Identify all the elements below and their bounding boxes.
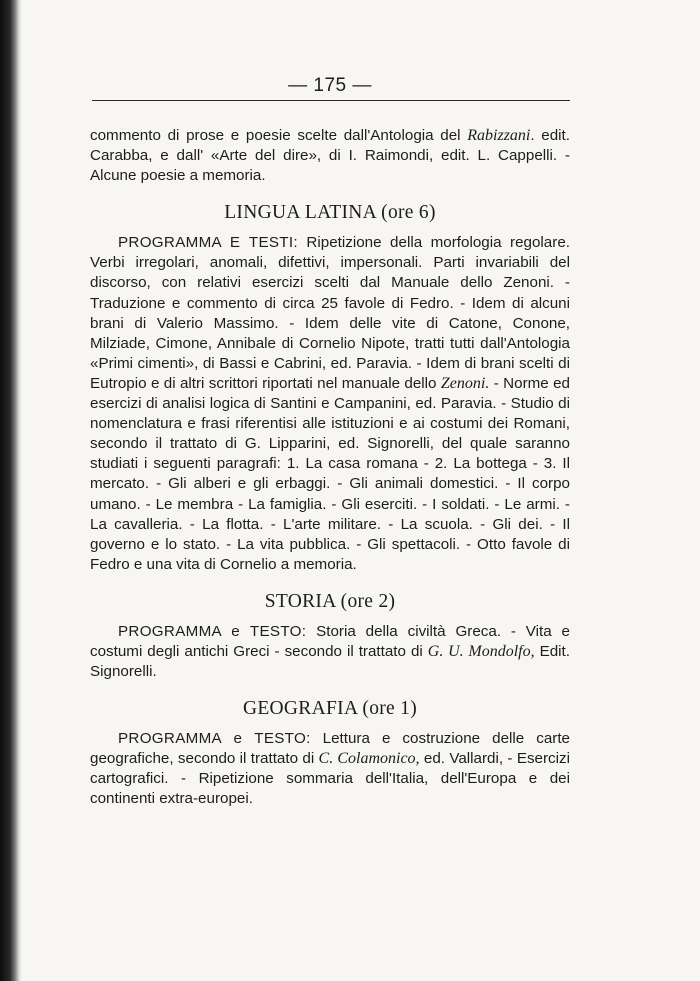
- header-rule: [92, 100, 570, 101]
- section-text-1: Lettura e costruzione delle carte geografiche, secondo il trattato di: [90, 730, 570, 768]
- section-body-lingua-latina: [90, 233, 570, 575]
- section-italic: G. U. Mondolfo,: [427, 642, 535, 660]
- intro-text-2: . edit. Carabba, e dall' «Arte del dire», di I. Raimondi, edit. L. Cappelli. - Alcune poesie a memoria.: [90, 127, 570, 185]
- intro-paragraph: [90, 126, 570, 186]
- section-text-1: Ripetizione della morfologia regolare. Verbi irregolari, anomali, difettivi, impersonali. Parti invariabili del discorso, con relativi esercizi scelti dal Manuale dello Zenoni. - Traduzione e commento di circa 25 favole di Fedro. - Idem di alcuni brani di Valerio Massimo. - Idem delle vite di Catone, Conone, Milziade, Cimone, Annibale di Cornelio Nipote, tratti tutti dall'Antologia «Primi cimenti», di Bassi e Cabrini, ed. Paravia. - Idem di brani scelti di Eutropio e di altri scrittori riportati nel manuale dello: [90, 234, 570, 392]
- page-binding-edge: [0, 0, 22, 981]
- intro-author: Rabizzani: [467, 127, 531, 144]
- section-body-geografia: [90, 729, 570, 809]
- document-page: [90, 72, 570, 810]
- section-title-lingua-latina: LINGUA LATINA (ore 6): [224, 202, 436, 224]
- section-text-2: Edit. Signorelli.: [90, 642, 570, 681]
- intro-text-1: commento di prose e poesie scelte dall'Antologia del: [90, 127, 468, 144]
- section-text-1: Storia della civiltà Greca. - Vita e costumi degli antichi Greci - secondo il trattato di: [90, 622, 570, 660]
- section-italic: C. Colamonico,: [318, 750, 420, 768]
- section-italic: Zenoni.: [440, 374, 490, 392]
- section-title-storia: STORIA (ore 2): [264, 590, 396, 612]
- section-text-2: ed. Vallardi, - Esercizi cartografici. - Ripetizione sommaria dell'Italia, dell'Europa e dei continenti extra-europei.: [90, 750, 570, 808]
- section-lead: PROGRAMMA e TESTO:: [118, 730, 311, 748]
- page-number: — 175 —: [288, 75, 372, 96]
- section-title-geografia: GEOGRAFIA (ore 1): [242, 698, 418, 720]
- section-lead: PROGRAMMA E TESTI:: [118, 234, 298, 252]
- section-lead: PROGRAMMA e TESTO:: [118, 622, 307, 640]
- section-body-storia: [90, 622, 570, 682]
- section-text-2: - Norme ed esercizi di analisi logica di Santini e Campanini, ed. Paravia. - Studio di nomenclatura e frasi riferentisi alle istituzioni e ai costumi dei Romani, secondo il trattato di G. Lipparini, ed. Signorelli, del quale saranno studiati i seguenti paragrafi: 1. La casa romana - 2. La bottega - 3. Il mercato. - Gli alberi e gli erbaggi. - Gli animali domestici. - Il corpo umano. - Le membra - La famiglia. - Gli eserciti. - I soldati. - Le armi. - La cavalleria. - La flotta. - L'arte militare. - La scuola. - Gli dei. - Il governo e lo stato. - La vita pubblica. - Gli spettacoli. - Otto favole di Fedro e una vita di Cornelio a memoria.: [90, 374, 570, 573]
